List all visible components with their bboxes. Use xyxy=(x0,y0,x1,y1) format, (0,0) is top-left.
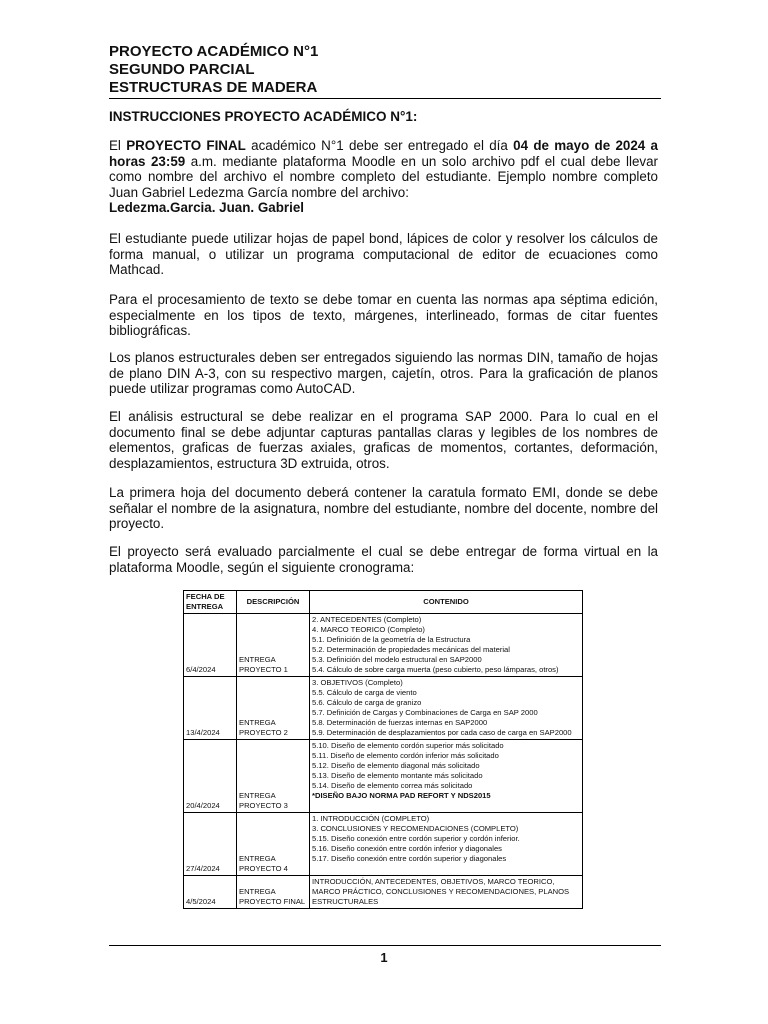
row3-fecha: 20/4/2024 xyxy=(184,740,237,813)
p1-bold-project-final: PROYECTO FINAL xyxy=(126,138,246,153)
header-project-title: PROYECTO ACADÉMICO N°1 xyxy=(109,43,319,60)
row1-fecha: 6/4/2024 xyxy=(184,614,237,677)
final-delivery-contents: INTRODUCCIÓN, ANTECEDENTES, OBJETIVOS, MARCO TEORICO, MARCO PRÁCTICO, CONCLUSIONES Y RECOMENDACIONES, PLANOS ESTRUCTURALES xyxy=(312,877,570,906)
paragraph-tools: El estudiante puede utilizar hojas de papel bond, lápices de color y resolver los cálculos de forma manual, o utilizar un programa computacional de editor de ecuaciones como Mathcad. xyxy=(109,231,658,277)
row3-descripcion: ENTREGA PROYECTO 3 xyxy=(237,740,310,813)
p1-text-1: El xyxy=(109,138,127,153)
table-row xyxy=(184,813,583,876)
row5-fecha: 4/5/2024 xyxy=(184,876,237,909)
list-item: 5.16. Diseño conexión entre cordón inferior y diagonales xyxy=(312,844,502,853)
list-item: 5.5. Cálculo de carga de viento xyxy=(312,688,417,697)
table-row xyxy=(184,614,583,677)
p1-text-3: a.m. mediante plataforma Moodle en un solo archivo pdf el cual debe llevar como nombre del archivo el nombre completo del estudiante. Ejemplo nombre completo Juan Gabriel Ledezma García nombre del archivo: xyxy=(109,153,658,200)
row4-descripcion: ENTREGA PROYECTO 4 xyxy=(237,813,310,876)
list-item: 3. CONCLUSIONES Y RECOMENDACIONES (COMPLETO) xyxy=(312,824,519,833)
table-header-row xyxy=(184,591,583,614)
list-item: 5.11. Diseño de elemento cordón inferior más solicitado xyxy=(312,751,499,760)
list-item: 5.14. Diseño de elemento correa más solicitado xyxy=(312,781,473,790)
document-header xyxy=(109,43,661,97)
paragraph-plans: Los planos estructurales deben ser entregados siguiendo las normas DIN, tamaño de hojas de plano DIN A-3, con su respectivo margen, cajetín, otros. Para la graficación de planos puede utilizar programas como AutoCAD. xyxy=(109,350,658,396)
paragraph-delivery xyxy=(109,138,658,216)
paragraph-apa: Para el procesamiento de texto se debe tomar en cuenta las normas apa séptima edición, especialmente en los tipos de texto, márgenes, interlineado, formas de citar fuentes bibliográficas. xyxy=(109,292,658,338)
header-fecha: FECHA DE ENTREGA xyxy=(184,591,237,614)
row1-contenido xyxy=(310,614,583,677)
list-item: 5.17. Diseño conexión entre cordón superior y diagonales xyxy=(312,854,507,863)
list-item: 5.13. Diseño de elemento montante más solicitado xyxy=(312,771,483,780)
header-descripcion: DESCRIPCIÓN xyxy=(237,591,310,614)
row5-contenido xyxy=(310,876,583,909)
footer-divider xyxy=(109,945,661,946)
list-item: 5.8. Determinación de fuerzas internas en SAP2000 xyxy=(312,718,488,727)
paragraph-schedule-intro: El proyecto será evaluado parcialmente el cual se debe entregar de forma virtual en la plataforma Moodle, según el siguiente cronograma: xyxy=(109,544,658,575)
list-item: 5.12. Diseño de elemento diagonal más solicitado xyxy=(312,761,480,770)
header-contenido: CONTENIDO xyxy=(310,591,583,614)
table-row xyxy=(184,876,583,909)
list-item: 5.2. Determinación de propiedades mecánicas del material xyxy=(312,645,510,654)
paragraph-sap2000: El análisis estructural se debe realizar en el programa SAP 2000. Para lo cual en el documento final se debe adjuntar capturas pantallas claras y legibles de los nombres de elementos, graficas de fuerzas axiales, graficas de momentos, cortantes, deformación, desplazamientos, estructura 3D extruida, otros. xyxy=(109,409,658,471)
list-item: 5.1. Definición de la geometría de la Estructura xyxy=(312,635,471,644)
spacer xyxy=(312,801,580,811)
row1-descripcion: ENTREGA PROYECTO 1 xyxy=(237,614,310,677)
header-course-title: ESTRUCTURAS DE MADERA xyxy=(109,79,318,96)
page-number: 1 xyxy=(380,950,388,965)
row4-fecha: 27/4/2024 xyxy=(184,813,237,876)
header-exam-title: SEGUNDO PARCIAL xyxy=(109,61,255,78)
list-item: 3. OBJETIVOS (Completo) xyxy=(312,678,403,687)
row2-contenido xyxy=(310,677,583,740)
list-item: 2. ANTECEDENTES (Completo) xyxy=(312,615,422,624)
list-item: 5.3. Definición del modelo estructural en SAP2000 xyxy=(312,655,482,664)
spacer xyxy=(312,864,580,874)
row2-fecha: 13/4/2024 xyxy=(184,677,237,740)
list-item: 5.10. Diseño de elemento cordón superior más solicitado xyxy=(312,741,504,750)
schedule-table xyxy=(183,590,583,909)
list-item: 1. INTRODUCCIÓN (COMPLETO) xyxy=(312,814,430,823)
list-item: 5.6. Cálculo de carga de granizo xyxy=(312,698,422,707)
p1-text-2: académico N°1 debe ser entregado el día xyxy=(245,138,514,153)
instructions-title: INSTRUCCIONES PROYECTO ACADÉMICO N°1: xyxy=(109,109,418,124)
list-item: 5.7. Definición de Cargas y Combinaciones de Carga en SAP 2000 xyxy=(312,708,538,717)
table-row xyxy=(184,740,583,813)
design-norm-note: *DISEÑO BAJO NORMA PAD REFORT Y NDS2015 xyxy=(312,791,491,800)
header-divider xyxy=(109,98,661,99)
list-item: 5.9. Determinación de desplazamientos por cada caso de carga en SAP2000 xyxy=(312,728,572,737)
p1-bold-file-name: Ledezma.Garcia. Juan. Gabriel xyxy=(109,200,304,215)
row4-contenido xyxy=(310,813,583,876)
p1-bold-deadline: 04 de mayo de 2024 a horas 23:59 xyxy=(109,138,658,169)
row5-descripcion: ENTREGA PROYECTO FINAL xyxy=(237,876,310,909)
list-item: 5.15. Diseño conexión entre cordón superior y cordón inferior. xyxy=(312,834,520,843)
paragraph-cover: La primera hoja del documento deberá contener la caratula formato EMI, donde se debe señalar el nombre de la asignatura, nombre del estudiante, nombre del docente, nombre del proyecto. xyxy=(109,485,658,531)
table-row xyxy=(184,677,583,740)
list-item: 5.4. Cálculo de sobre carga muerta (peso cubierto, peso lámparas, otros) xyxy=(312,665,559,674)
row3-contenido xyxy=(310,740,583,813)
row2-descripcion: ENTREGA PROYECTO 2 xyxy=(237,677,310,740)
list-item: 4. MARCO TEORICO (Completo) xyxy=(312,625,425,634)
